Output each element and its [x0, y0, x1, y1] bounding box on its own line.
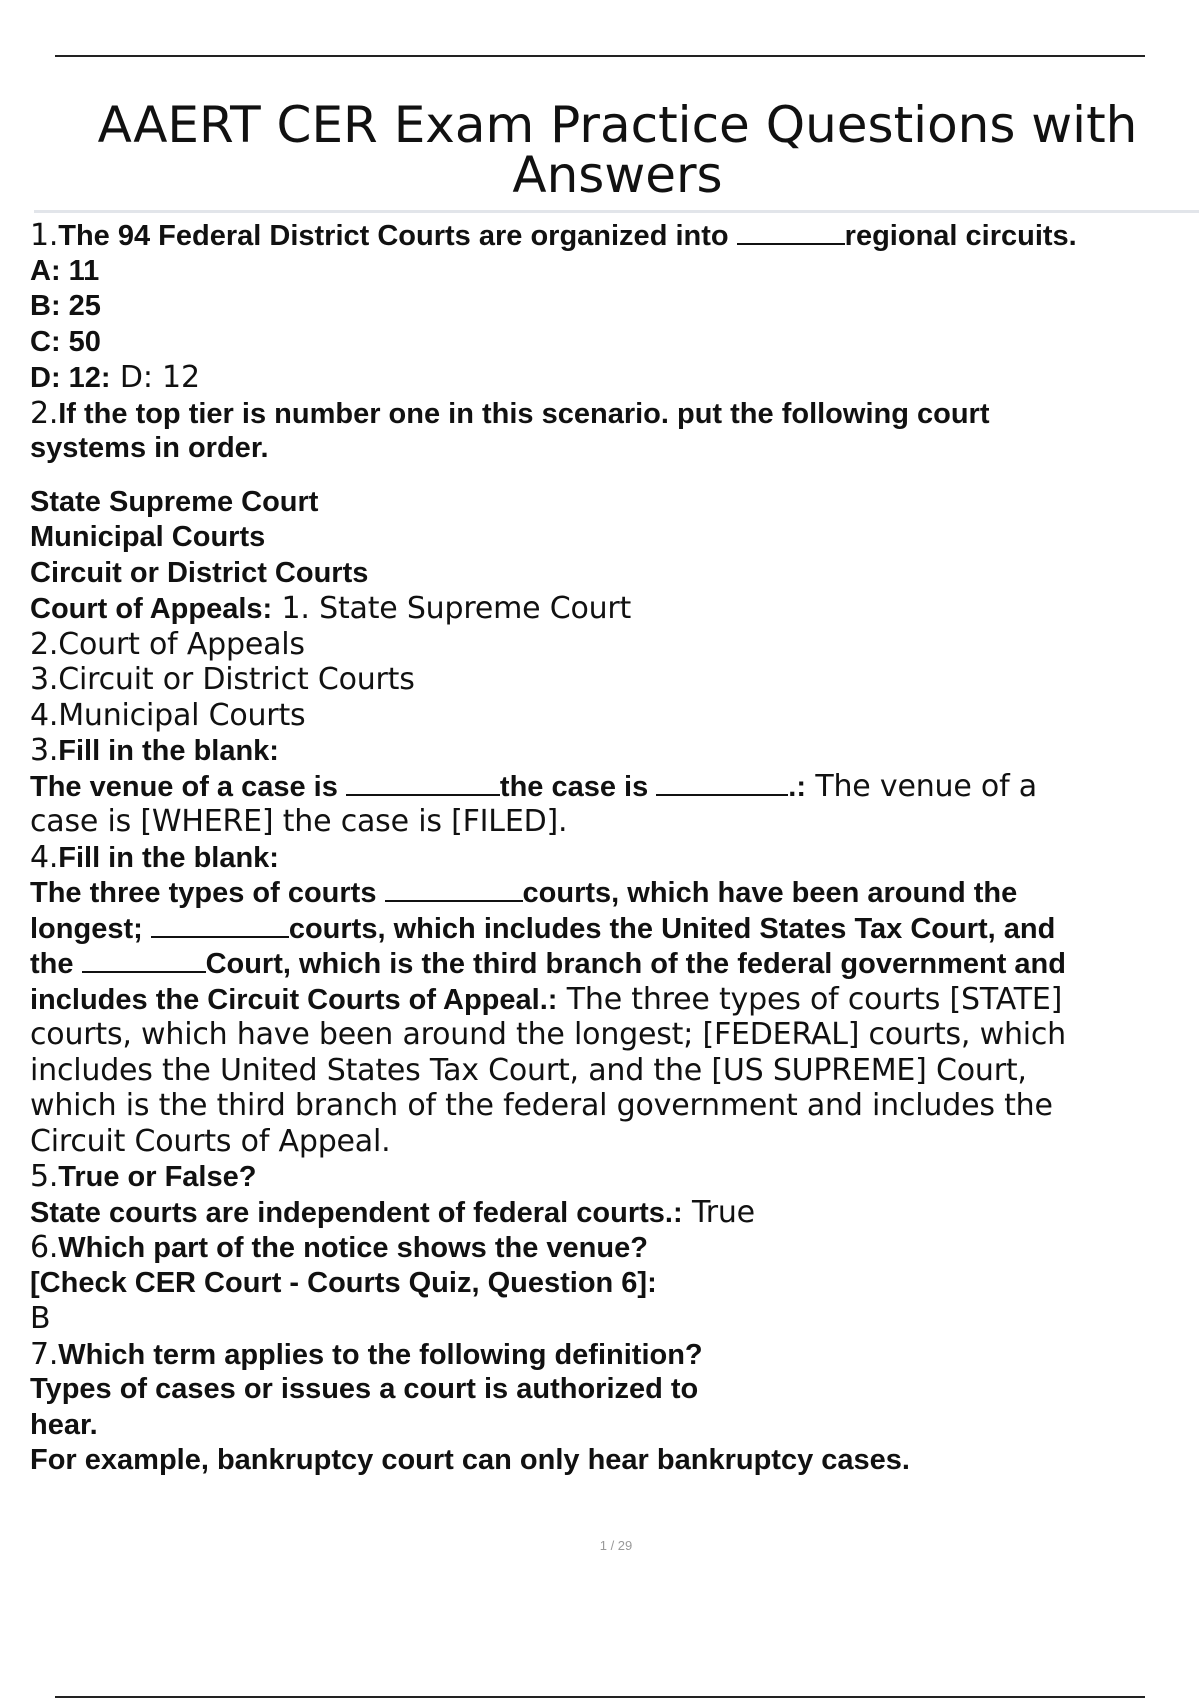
option-d-label: D: 12:: [30, 362, 111, 394]
answer-text: case is [WHERE] the case is [FILED].: [30, 804, 568, 839]
option-a: A: 11: [30, 254, 100, 287]
answer-text: D: 12: [110, 360, 200, 395]
title-underline: [34, 210, 1199, 213]
question-text: .:: [788, 770, 807, 803]
question-text: For example, bankruptcy court can only hear bankruptcy cases.: [30, 1444, 910, 1476]
question-text: [30, 911, 1200, 947]
question-text: If the top tier is number one in this scenario. put the following court: [58, 397, 990, 430]
option-c: C: 50: [30, 325, 101, 358]
question-text: Court, which is the third branch of the federal government and: [205, 948, 1066, 980]
question-text: [30, 875, 1200, 911]
question-text: Fill in the blank:: [58, 841, 279, 874]
option-b: B: 25: [30, 290, 101, 322]
document-title: AAERT CER Exam Practice Questions with Answers: [97, 96, 1138, 204]
answer-text: 2.Court of Appeals: [30, 626, 305, 662]
question-text: [30, 946, 1200, 982]
option-d: [30, 360, 1200, 396]
court-item: [30, 591, 1200, 627]
answer-text: The three types of courts [STATE]: [557, 981, 1063, 1017]
question-4: [30, 840, 1200, 876]
question-1: [30, 218, 1200, 254]
question-number: 2.: [30, 395, 59, 431]
answer-text: includes the United States Tax Court, and the [US SUPREME] Court,: [30, 1052, 1027, 1088]
question-text: includes the Circuit Courts of Appeal.:: [30, 983, 558, 1016]
question-text: the: [30, 948, 82, 980]
question-number: 4.: [30, 839, 59, 875]
question-text: longest;: [30, 912, 151, 945]
page-number: 1 / 29: [599, 1538, 633, 1553]
answer-blank: [737, 219, 845, 245]
question-number: 1.: [30, 218, 59, 253]
question-number: 6.: [30, 1230, 59, 1265]
question-text: [30, 1195, 1200, 1231]
question-3: [30, 733, 1200, 769]
answer-blank: [385, 876, 523, 902]
answer-text: 4.Municipal Courts: [30, 697, 306, 733]
answer-text: courts, which have been around the longest; [FEDERAL] courts, which: [30, 1017, 1066, 1052]
question-text: [30, 769, 1200, 805]
court-item: Municipal Courts: [30, 521, 266, 553]
court-item: State Supreme Court: [30, 485, 319, 518]
court-item-label: Court of Appeals:: [30, 593, 273, 625]
answer-text: which is the third branch of the federal government and includes the: [30, 1088, 1053, 1123]
question-text: True or False?: [58, 1161, 257, 1193]
question-5: [30, 1159, 1200, 1195]
question-text: Which part of the notice shows the venue?: [58, 1232, 648, 1264]
question-2: [30, 396, 1200, 432]
question-text: courts, which have been around the: [522, 877, 1018, 909]
answer-text: 1. State Supreme Court: [272, 591, 632, 626]
question-number: 5.: [30, 1159, 59, 1194]
question-text: Types of cases or issues a court is authorized to: [30, 1373, 699, 1405]
question-text: the case is: [499, 770, 657, 803]
bottom-rule: [55, 1696, 1145, 1698]
question-text: Which term applies to the following definition?: [58, 1338, 703, 1371]
document-body: [30, 218, 1200, 1479]
court-item: Circuit or District Courts: [30, 556, 369, 589]
question-text: The 94 Federal District Courts are organized into: [58, 220, 737, 252]
spacer: [30, 467, 1200, 485]
answer-blank: [151, 912, 289, 938]
answer-blank: [346, 770, 500, 796]
question-text: [30, 982, 1200, 1018]
answer-text: The venue of a: [806, 768, 1037, 804]
question-text: The three types of courts: [30, 877, 385, 909]
question-number: 3.: [30, 733, 59, 768]
top-rule: [55, 55, 1145, 57]
question-7: [30, 1337, 1200, 1373]
question-number: 7.: [30, 1336, 59, 1372]
answer-text: B: [30, 1301, 51, 1336]
question-text: systems in order.: [30, 432, 269, 464]
answer-text: True: [682, 1194, 755, 1230]
question-text: The venue of a case is: [30, 770, 346, 803]
answer-text: Circuit Courts of Appeal.: [30, 1123, 391, 1159]
question-text: hear.: [30, 1408, 98, 1441]
question-text: [Check CER Court - Courts Quiz, Question 6]:: [30, 1266, 657, 1299]
question-text: regional circuits.: [844, 220, 1077, 252]
question-text: courts, which includes the United States Tax Court, and: [288, 912, 1056, 945]
question-text: Fill in the blank:: [58, 735, 279, 767]
question-6: [30, 1230, 1200, 1266]
question-text: State courts are independent of federal courts.:: [30, 1196, 683, 1229]
answer-text: 3.Circuit or District Courts: [30, 662, 415, 697]
answer-blank: [656, 770, 788, 796]
answer-blank: [82, 947, 206, 973]
